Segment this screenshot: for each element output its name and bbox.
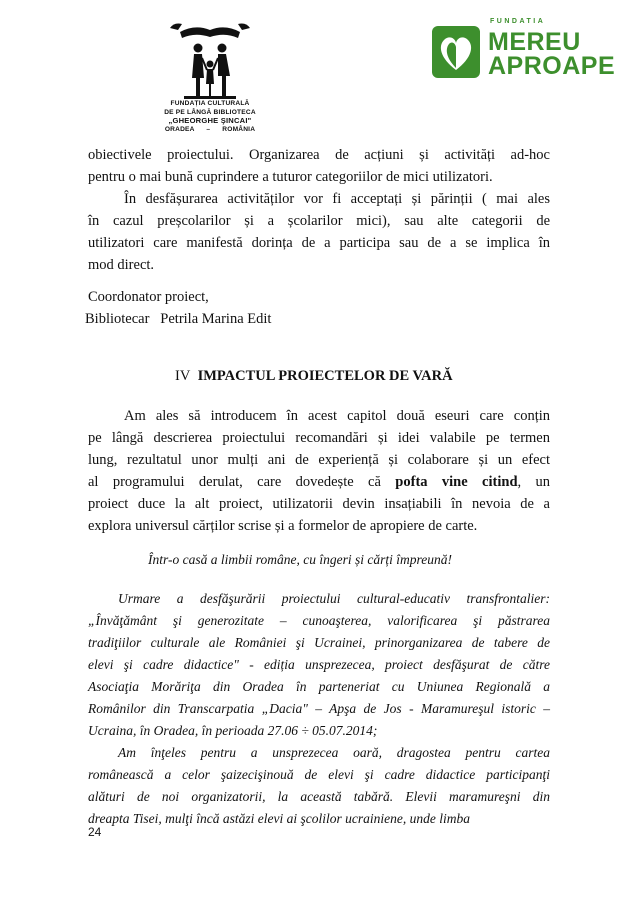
text-line: Am ales să introducem în acest capitol două eseuri care conțin	[124, 408, 550, 424]
text-line: elevi şi cadre didactice" - ediția unsprezecea, proiect desfăşurat de către	[88, 657, 550, 672]
brand-word-2: APROAPE	[488, 52, 616, 80]
text-line: lung, rezultatul unor mulți ani de experiență și colaborare și un efect	[88, 452, 550, 468]
text-line: pe lângă descrierea proiectului recomandări și idei valabile pe termen	[88, 430, 550, 446]
text-line: utilizatori care manifestă dorința de a participa sau de a se implica în	[88, 235, 550, 251]
paragraph-camp	[88, 742, 550, 830]
paragraph-participants	[88, 188, 550, 276]
paragraph-objectives	[88, 144, 550, 188]
text-line: obiectivele proiectului. Organizarea de acțiuni și activități ad-hoc	[88, 147, 550, 163]
text-line: alături de noi organizatorii, la această tabără. Elevii maramureşni din	[88, 789, 550, 804]
text-line: dreapta Tisei, mulţi încă astăzi elevi ai şcolilor ucrainiene, unde limba	[88, 811, 470, 826]
coordinator-name: Bibliotecar Petrila Marina Edit	[85, 311, 272, 327]
coordinator-label: Coordonator proiect,	[88, 289, 209, 305]
text-line: Am înţeles pentru a unsprezecea oară, dragostea pentru cartea	[118, 745, 550, 760]
text-line: pentru o mai bună cuprindere a tuturor categoriilor de mici utilizatori.	[88, 169, 493, 185]
text-line: Urmare a desfăşurării proiectului cultural-educativ transfrontalier:	[118, 591, 550, 606]
mereu-aproape-logo	[432, 16, 616, 82]
text-line: în cazul preșcolarilor și a școlarilor mici), sau alte categorii de	[88, 213, 550, 229]
fundatia-label: FUNDATIA	[490, 18, 546, 25]
text-span: , un	[517, 474, 551, 490]
text-line: românească a celor şaizecişinouă de elevi şi cadre didactice participanţi	[88, 767, 550, 782]
bold-phrase: pofta vine citind	[395, 474, 518, 490]
paragraph-project	[88, 588, 550, 742]
section-heading	[175, 365, 453, 387]
foundation-logo	[150, 18, 270, 138]
paragraph-intro	[88, 405, 550, 537]
text-line	[88, 471, 550, 493]
quote-line: Într-o casă a limbii române, cu îngeri și cărți împreună!	[148, 552, 452, 567]
text-line: Românilor din Transcarpatia „Dacia" – Apşa de Jos - Maramureşul istoric –	[88, 701, 550, 716]
org-line-3: „GHEORGHE ŞINCAI"	[168, 116, 252, 125]
section-number: IV	[175, 368, 191, 384]
text-line: explora universul cărților scrise și a formelor de apropiere de carte.	[88, 518, 478, 534]
text-line: În desfășurarea activităților vor fi acceptați și părinții ( mai ales	[124, 191, 550, 207]
text-line: Asociaţia Morăriţa din Oradea în parteneriat cu Uniunea Regională a	[88, 679, 550, 694]
text-line: mod direct.	[88, 257, 155, 273]
text-line: „Învăţământ şi generozitate – cunoaşterea, valorificarea şi păstrarea	[88, 613, 550, 628]
section-title: IMPACTUL PROIECTELOR DE VARĂ	[197, 368, 453, 384]
family-book-icon	[150, 18, 270, 102]
text-span: al programului derulat, care dovedește că	[88, 474, 396, 490]
heart-leaf-icon	[432, 24, 482, 80]
org-line-2: DE PE LÂNGĂ BIBLIOTECA	[164, 108, 256, 116]
brand-word-1: MEREU	[488, 28, 581, 56]
org-line-1: FUNDAȚIA CULTURALĂ	[170, 100, 250, 107]
page-number: 24	[88, 825, 102, 839]
text-line: tradiţiilor culturale ale României şi Ucrainei, prinorganizarea de tabere de	[88, 635, 550, 650]
coordinator-block	[85, 276, 550, 330]
text-line: proiect duce la alt proiect, utilizatorii devin insațiabili în nevoia de a	[88, 496, 550, 512]
text-line: Ucraina, în Oradea, în perioada 27.06 ÷ 05.07.2014;	[88, 723, 378, 738]
org-line-4: ORADEA – ROMÂNIA	[164, 125, 256, 133]
